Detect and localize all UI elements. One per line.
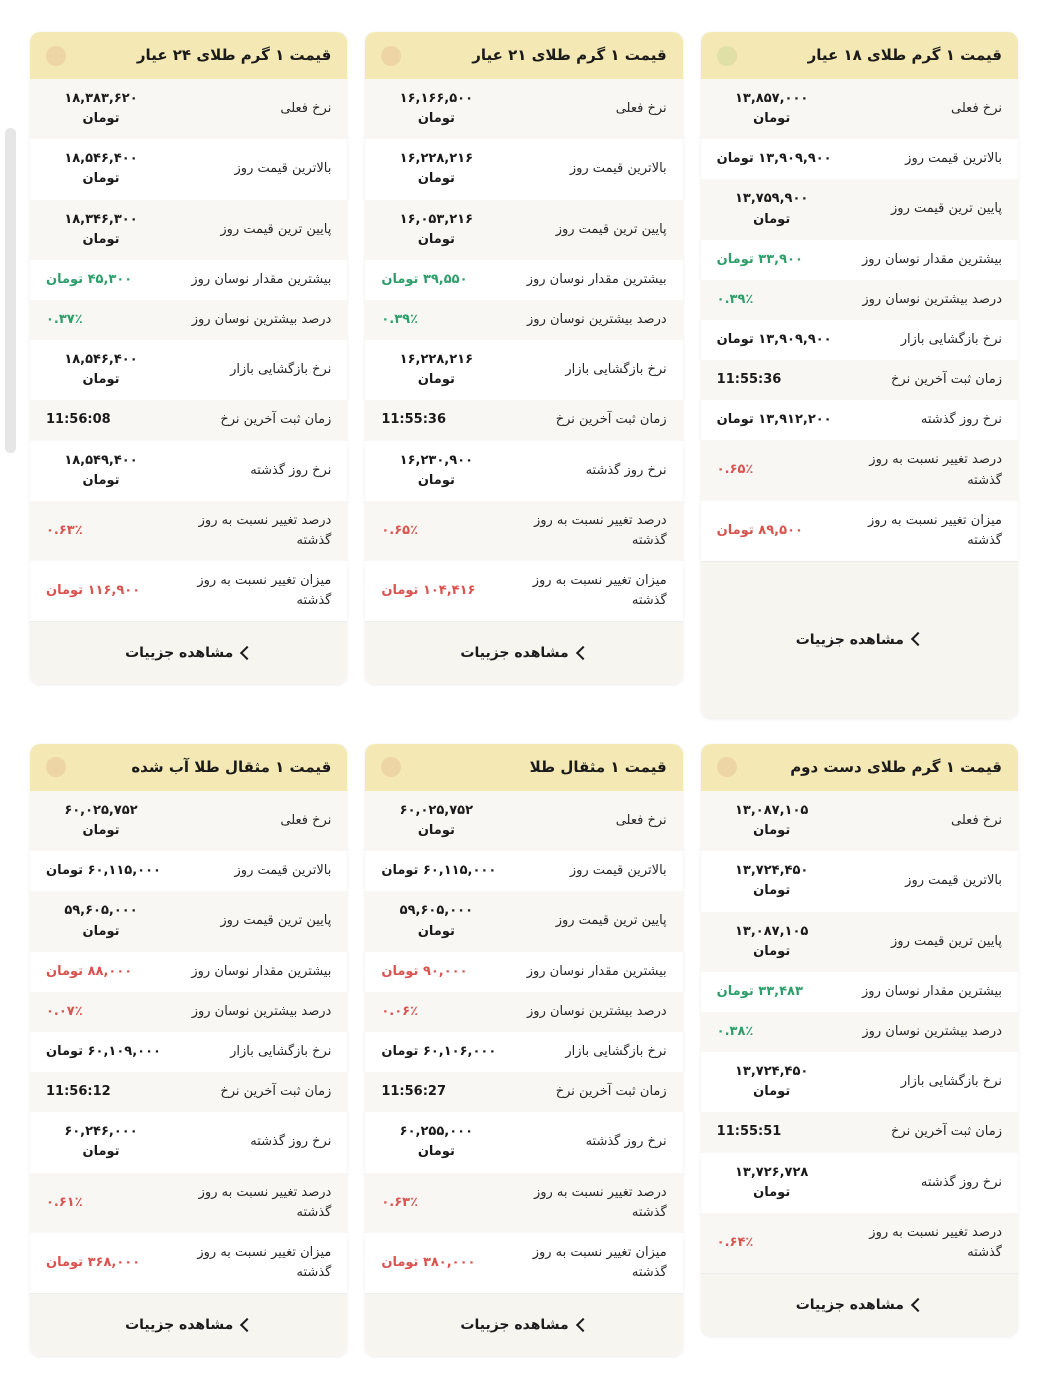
price-row-value: ۱۳,۷۵۹,۹۰۰ تومان — [734, 191, 809, 227]
price-row-value: ۱۶,۱۶۶,۵۰۰ تومان — [399, 91, 474, 127]
chevron-left-icon — [240, 646, 254, 660]
price-row-value: ۱۳,۹۱۲,۲۰۰ تومان — [716, 412, 832, 428]
price-row — [701, 360, 1018, 400]
price-row-value: ۱۶,۰۵۳,۲۱۶ تومان — [399, 211, 474, 247]
price-row — [30, 1072, 347, 1112]
price-row-value: ۱۶,۲۲۸,۲۱۶ تومان — [399, 352, 474, 388]
price-row-value: ۶۰,۲۴۶,۰۰۰ تومان — [64, 1124, 138, 1160]
price-row — [30, 891, 347, 951]
price-row-value: ۴۵,۳۰۰ تومان — [46, 271, 133, 287]
price-row-label: میزان تغییر نسبت به روز گذشته — [197, 1244, 332, 1280]
price-row-label: میزان تغییر نسبت به روز گذشته — [197, 573, 332, 609]
price-row — [365, 340, 682, 400]
price-row — [365, 992, 682, 1032]
price-row-value: ۱۶,۲۳۰,۹۰۰ تومان — [399, 452, 474, 488]
price-row-value: ۱۸,۳۴۶,۳۰۰ تومان — [64, 211, 138, 247]
price-row — [701, 1213, 1018, 1273]
price-row-label: نرخ بازگشایی بازار — [900, 331, 1002, 347]
price-row-label: زمان ثبت آخرین نرخ — [555, 1084, 667, 1100]
price-row — [365, 441, 682, 501]
price-row-label: بالاترین قیمت روز — [234, 161, 332, 177]
card-title: قیمت ۱ گرم طلای ۲۴ عیار — [136, 46, 332, 64]
price-row-label: نرخ فعلی — [951, 813, 1002, 829]
card-footer — [701, 561, 1018, 718]
price-row — [30, 952, 347, 992]
price-card-gold-18k — [701, 32, 1018, 718]
price-row-value: ۰.۶۵٪ — [716, 462, 754, 478]
price-row-label: میزان تغییر نسبت به روز گذشته — [868, 512, 1002, 548]
price-row-label: پایین ترین قیمت روز — [555, 913, 667, 929]
status-dot-warm-icon — [381, 46, 401, 66]
chevron-left-icon — [240, 1318, 254, 1332]
view-details-label: مشاهده جزییات — [795, 1297, 904, 1314]
price-row-value: ۸۸,۰۰۰ تومان — [46, 963, 133, 979]
price-row-label: نرخ فعلی — [280, 101, 332, 117]
price-row-label: زمان ثبت آخرین نرخ — [891, 1124, 1002, 1140]
price-row-label: پایین ترین قیمت روز — [220, 221, 332, 237]
price-row-value: ۱۸,۵۴۶,۴۰۰ تومان — [64, 151, 138, 187]
price-row-label: بیشترین مقدار نوسان روز — [862, 251, 1002, 267]
card-header — [365, 32, 682, 79]
price-row-label: نرخ بازگشایی بازار — [565, 362, 667, 378]
price-row-label: بیشترین مقدار نوسان روز — [191, 271, 332, 287]
page-scrollbar-thumb[interactable] — [5, 128, 16, 453]
price-row — [365, 79, 682, 139]
status-dot-warm-icon — [381, 757, 401, 777]
price-row — [365, 1112, 682, 1172]
price-row-value: ۶۰,۲۵۵,۰۰۰ تومان — [399, 1124, 474, 1160]
price-row-label: درصد تغییر نسبت به روز گذشته — [198, 1184, 332, 1220]
price-row — [701, 440, 1018, 500]
price-row — [30, 79, 347, 139]
price-row — [701, 1052, 1018, 1112]
price-row — [701, 240, 1018, 280]
price-row-value: ۰.۶۵٪ — [381, 522, 419, 538]
price-row-label: درصد تغییر نسبت به روز گذشته — [533, 1184, 667, 1220]
price-row-label: بالاترین قیمت روز — [234, 863, 332, 879]
price-row-value: 11:55:36 — [716, 372, 782, 388]
card-footer — [30, 1293, 347, 1356]
price-row-label: نرخ روز گذشته — [920, 412, 1002, 428]
price-row-label: نرخ روز گذشته — [920, 1174, 1002, 1190]
card-rows — [701, 791, 1018, 1273]
price-row — [365, 891, 682, 951]
price-row-label: درصد تغییر نسبت به روز گذشته — [198, 512, 332, 548]
price-row-value: ۱۳,۷۲۶,۷۲۸ تومان — [734, 1164, 809, 1200]
page-scrollbar[interactable] — [5, 128, 16, 453]
price-row — [365, 139, 682, 199]
price-row-value: ۳۳,۹۰۰ تومان — [716, 251, 803, 267]
card-header — [30, 744, 347, 791]
price-card-gold-second-hand — [701, 744, 1018, 1336]
view-details-label: مشاهده جزییات — [460, 1317, 569, 1334]
price-row — [30, 260, 347, 300]
price-row — [30, 139, 347, 199]
card-footer — [365, 1293, 682, 1356]
price-row-value: ۰.۰۶٪ — [381, 1003, 419, 1019]
price-card-mesghal-gold — [365, 744, 682, 1356]
card-title: قیمت ۱ گرم طلای ۲۱ عیار — [472, 46, 667, 64]
price-row-value: ۹۰,۰۰۰ تومان — [381, 963, 468, 979]
price-row-label: بیشترین مقدار نوسان روز — [191, 963, 332, 979]
price-row-label: نرخ روز گذشته — [585, 462, 667, 478]
card-rows — [365, 79, 682, 621]
view-details-label: مشاهده جزییات — [125, 1317, 234, 1334]
price-row-value: 11:56:12 — [46, 1084, 111, 1100]
price-row — [701, 851, 1018, 911]
price-row-value: ۶۰,۰۲۵,۷۵۲ تومان — [399, 802, 474, 839]
status-dot-warm-icon — [46, 46, 66, 66]
price-row-value: ۶۰,۱۰۶,۰۰۰ تومان — [381, 1043, 497, 1059]
price-row — [365, 851, 682, 891]
view-details-label: مشاهده جزییات — [795, 631, 904, 648]
card-title: قیمت ۱ مثقال طلا آب شده — [131, 757, 332, 776]
price-row-label: زمان ثبت آخرین نرخ — [220, 412, 332, 428]
price-row-value: ۰.۳۸٪ — [716, 1023, 754, 1039]
price-row-value: ۰.۳۷٪ — [46, 311, 83, 327]
price-row-value: ۱۰۴,۴۱۶ تومان — [381, 583, 476, 599]
price-row-label: بالاترین قیمت روز — [905, 151, 1002, 167]
card-footer — [365, 621, 682, 684]
price-row-label: بیشترین مقدار نوسان روز — [526, 963, 667, 979]
price-row-label: درصد تغییر نسبت به روز گذشته — [533, 512, 667, 548]
price-card-mesghal-melted-gold — [30, 744, 347, 1356]
price-row-value: ۱۱۶,۹۰۰ تومان — [46, 583, 141, 599]
price-row — [30, 851, 347, 891]
price-row-label: نرخ فعلی — [951, 101, 1002, 117]
price-row — [365, 561, 682, 621]
price-row-label: بالاترین قیمت روز — [905, 873, 1002, 889]
price-row-value: ۰.۳۹٪ — [381, 311, 419, 327]
price-row-value: ۱۳,۷۲۴,۴۵۰ تومان — [734, 1064, 809, 1100]
view-details-button[interactable] — [796, 632, 923, 648]
price-row-label: پایین ترین قیمت روز — [220, 913, 332, 929]
price-row — [701, 79, 1018, 139]
price-row-value: ۰.۶۱٪ — [46, 1194, 83, 1210]
price-row — [30, 300, 347, 340]
price-row — [30, 1233, 347, 1293]
price-row-value: ۸۹,۵۰۰ تومان — [716, 522, 803, 538]
price-row-label: پایین ترین قیمت روز — [891, 201, 1002, 217]
card-rows — [365, 791, 682, 1293]
price-row-label: درصد بیشترین نوسان روز — [191, 1003, 332, 1019]
price-row — [30, 400, 347, 440]
price-row-value: ۰.۳۹٪ — [716, 291, 754, 307]
price-row-value: ۰.۶۳٪ — [381, 1194, 419, 1210]
card-title: قیمت ۱ گرم طلای ۱۸ عیار — [807, 46, 1002, 64]
price-row-label: درصد بیشترین نوسان روز — [527, 1003, 667, 1019]
card-rows — [30, 791, 347, 1293]
price-row-label: پایین ترین قیمت روز — [555, 221, 667, 237]
price-row — [365, 952, 682, 992]
price-row — [30, 992, 347, 1032]
price-row-label: درصد تغییر نسبت به روز گذشته — [869, 1224, 1002, 1260]
view-details-button[interactable] — [460, 1317, 587, 1333]
price-row-label: نرخ روز گذشته — [250, 462, 332, 478]
card-rows — [701, 79, 1018, 561]
price-row-label: نرخ بازگشایی بازار — [230, 362, 332, 378]
price-row-label: نرخ بازگشایی بازار — [565, 1043, 667, 1059]
price-card-gold-21k — [365, 32, 682, 684]
price-row-label: درصد بیشترین نوسان روز — [527, 311, 667, 327]
price-row-label: بیشترین مقدار نوسان روز — [526, 271, 667, 287]
view-details-label: مشاهده جزییات — [460, 645, 569, 662]
price-row — [701, 972, 1018, 1012]
price-row-value: ۳۸۰,۰۰۰ تومان — [381, 1254, 476, 1270]
price-row-label: نرخ روز گذشته — [585, 1134, 667, 1150]
price-row — [701, 179, 1018, 239]
price-row-value: 11:56:08 — [46, 412, 111, 428]
price-row — [701, 320, 1018, 360]
price-row-label: نرخ فعلی — [280, 813, 332, 829]
price-row-value: ۶۰,۱۱۵,۰۰۰ تومان — [381, 863, 497, 879]
price-row-value: ۶۰,۱۱۵,۰۰۰ تومان — [46, 863, 161, 879]
view-details-button[interactable] — [125, 1317, 252, 1333]
price-row — [30, 791, 347, 851]
price-row-label: نرخ بازگشایی بازار — [900, 1074, 1002, 1090]
chevron-left-icon — [911, 632, 925, 646]
price-row — [365, 1233, 682, 1293]
price-row — [701, 400, 1018, 440]
price-row — [701, 1012, 1018, 1052]
price-row-value: ۱۳,۸۵۷,۰۰۰ تومان — [734, 91, 809, 127]
price-row — [30, 501, 347, 561]
price-row-value: ۶۰,۰۲۵,۷۵۲ تومان — [64, 802, 138, 839]
view-details-button[interactable] — [796, 1297, 923, 1313]
price-row-label: نرخ فعلی — [615, 813, 667, 829]
card-title: قیمت ۱ گرم طلای دست دوم — [790, 757, 1002, 776]
price-row — [30, 441, 347, 501]
price-row — [701, 139, 1018, 179]
price-row-value: ۱۳,۰۸۷,۱۰۵ تومان — [734, 923, 809, 959]
price-row — [30, 200, 347, 260]
price-row-label: میزان تغییر نسبت به روز گذشته — [532, 573, 667, 609]
chevron-left-icon — [911, 1298, 925, 1312]
price-row-value: ۱۶,۲۲۸,۲۱۶ تومان — [399, 151, 474, 187]
price-row-value: ۱۳,۹۰۹,۹۰۰ تومان — [716, 331, 832, 347]
status-dot-warm-icon — [46, 757, 66, 777]
price-row — [701, 912, 1018, 972]
price-row-value: 11:55:36 — [381, 412, 447, 428]
price-row-value: ۳۳,۴۸۳ تومان — [716, 983, 803, 999]
price-row-label: پایین ترین قیمت روز — [891, 933, 1002, 949]
price-row-value: ۰.۶۴٪ — [716, 1234, 754, 1250]
price-row — [365, 1032, 682, 1072]
price-row-label: درصد بیشترین نوسان روز — [862, 291, 1002, 307]
price-row — [365, 1072, 682, 1112]
view-details-button[interactable] — [125, 645, 252, 661]
card-rows — [30, 79, 347, 621]
price-row-label: میزان تغییر نسبت به روز گذشته — [532, 1244, 667, 1280]
price-row — [701, 1153, 1018, 1213]
price-row-label: بیشترین مقدار نوسان روز — [862, 983, 1002, 999]
price-row — [365, 300, 682, 340]
price-row-value: ۱۳,۰۸۷,۱۰۵ تومان — [734, 802, 809, 839]
price-row — [365, 791, 682, 851]
price-row — [701, 791, 1018, 851]
card-header — [701, 744, 1018, 791]
price-row — [701, 501, 1018, 561]
price-row-value: ۵۹,۶۰۵,۰۰۰ تومان — [64, 903, 138, 939]
card-footer — [30, 621, 347, 684]
price-row-value: 11:56:27 — [381, 1084, 447, 1100]
price-row-label: بالاترین قیمت روز — [569, 863, 667, 879]
status-dot-green-icon — [717, 46, 737, 66]
price-row — [365, 501, 682, 561]
price-row-label: نرخ فعلی — [615, 101, 667, 117]
price-row-label: زمان ثبت آخرین نرخ — [220, 1084, 332, 1100]
view-details-button[interactable] — [460, 645, 587, 661]
price-row-value: ۶۰,۱۰۹,۰۰۰ تومان — [46, 1043, 161, 1059]
view-details-label: مشاهده جزییات — [125, 645, 234, 662]
price-row — [365, 260, 682, 300]
price-row — [30, 561, 347, 621]
price-row-label: نرخ بازگشایی بازار — [230, 1043, 332, 1059]
price-row-label: نرخ روز گذشته — [250, 1134, 332, 1150]
price-row — [701, 1112, 1018, 1152]
price-row-label: زمان ثبت آخرین نرخ — [555, 412, 667, 428]
price-row-value: ۳۶۸,۰۰۰ تومان — [46, 1254, 141, 1270]
price-row-label: بالاترین قیمت روز — [569, 161, 667, 177]
price-row — [365, 1173, 682, 1233]
price-card-gold-24k — [30, 32, 347, 684]
price-row-value: 11:55:51 — [716, 1124, 782, 1140]
price-row-value: ۰.۶۳٪ — [46, 522, 83, 538]
price-row-value: ۱۸,۵۴۹,۴۰۰ تومان — [64, 452, 138, 488]
chevron-left-icon — [576, 646, 590, 660]
price-row-label: زمان ثبت آخرین نرخ — [891, 372, 1002, 388]
price-row-label: درصد تغییر نسبت به روز گذشته — [869, 452, 1002, 488]
chevron-left-icon — [576, 1318, 590, 1332]
price-row — [365, 400, 682, 440]
card-header — [701, 32, 1018, 79]
price-row — [30, 1173, 347, 1233]
price-row — [30, 1112, 347, 1172]
status-dot-warm-icon — [717, 757, 737, 777]
price-row — [701, 280, 1018, 320]
price-row-value: ۱۸,۵۴۶,۴۰۰ تومان — [64, 352, 138, 388]
card-title: قیمت ۱ مثقال طلا — [529, 757, 667, 776]
price-row-value: ۱۳,۷۲۴,۴۵۰ تومان — [734, 863, 809, 899]
price-row-label: درصد بیشترین نوسان روز — [191, 311, 332, 327]
card-footer — [701, 1273, 1018, 1336]
price-row — [30, 340, 347, 400]
price-row-value: ۳۹,۵۵۰ تومان — [381, 271, 468, 287]
price-row-value: ۱۸,۳۸۳,۶۲۰ تومان — [64, 91, 138, 127]
price-row-value: ۰.۰۷٪ — [46, 1003, 83, 1019]
price-row-value: ۵۹,۶۰۵,۰۰۰ تومان — [399, 903, 474, 939]
price-row — [365, 200, 682, 260]
card-header — [30, 32, 347, 79]
price-row-value: ۱۳,۹۰۹,۹۰۰ تومان — [716, 151, 832, 167]
price-row — [30, 1032, 347, 1072]
price-row-label: درصد بیشترین نوسان روز — [862, 1023, 1002, 1039]
card-header — [365, 744, 682, 791]
